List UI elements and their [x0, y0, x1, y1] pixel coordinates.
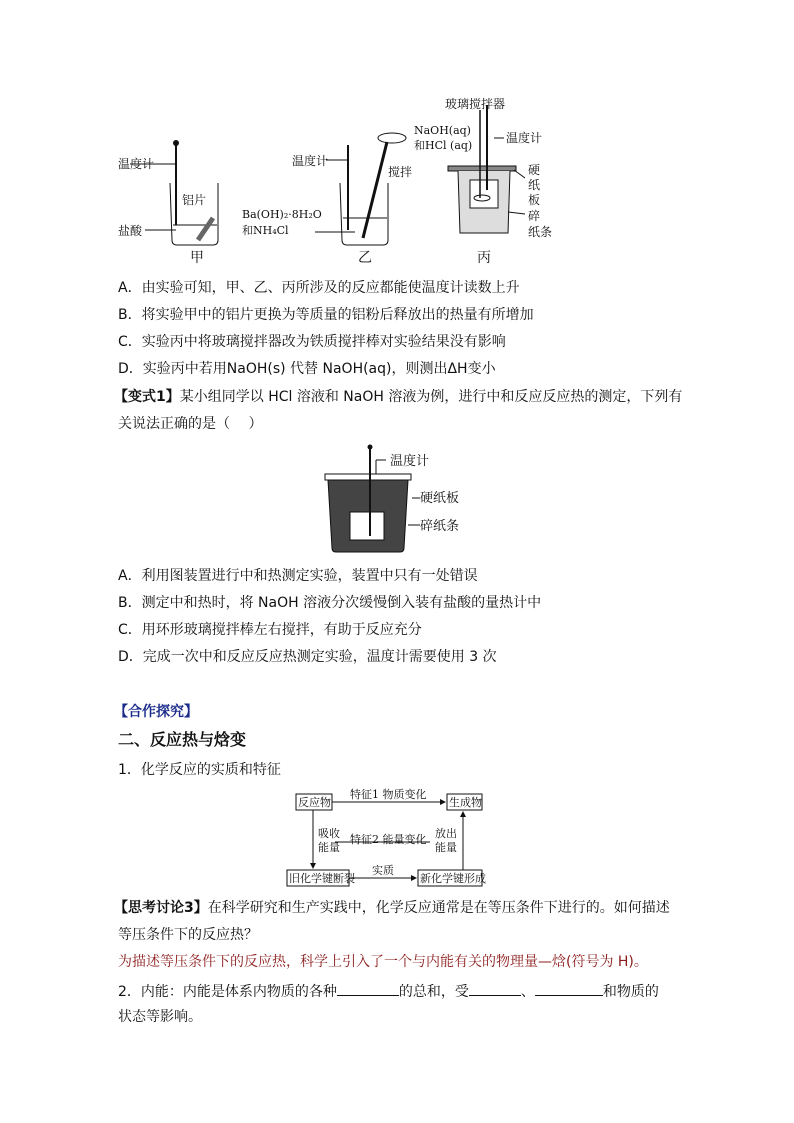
figure-label: 温度计	[506, 131, 543, 145]
figure-label: 碎纸条	[420, 519, 460, 534]
q1-option-c: C．实验丙中将玻璃搅拌器改为铁质搅拌棒对实验结果没有影响	[118, 334, 506, 350]
reaction-diagram	[280, 785, 520, 895]
figure-label: 新化学键形成	[420, 872, 486, 885]
figure-label: 反应物	[298, 796, 331, 809]
figure-label: Ba(OH)₂·8H₂O	[242, 208, 322, 221]
figure-label: 铝片	[182, 193, 207, 207]
section-tag: 【合作探究】	[114, 704, 198, 720]
figure-label: 温度计	[390, 454, 430, 469]
fill-blank-1[interactable]	[337, 981, 399, 996]
variant1-line2: 关说法正确的是（ ）	[118, 416, 263, 432]
figure-label: 板	[528, 193, 541, 207]
figure-label: 乙	[358, 250, 372, 266]
variant1-line1: 【变式1】某小组同学以 HCl 溶液和 NaOH 溶液为例，进行中和反应反应热的测定，下列有	[114, 389, 683, 405]
figure-label: 和HCl (aq)	[414, 139, 473, 152]
figure-label: 特征2 能量变化	[350, 833, 427, 846]
calorimeter-figure	[320, 440, 480, 560]
figure-label: 搅拌	[388, 165, 413, 179]
figure-label: 能量	[318, 841, 340, 854]
figure-label: 硬纸板	[420, 491, 460, 506]
figure-label: 纸条	[528, 225, 553, 239]
item-1-heading: 1．化学反应的实质和特征	[118, 762, 281, 778]
figure-label: 实质	[372, 864, 394, 877]
q2-option-d: D．完成一次中和反应反应热测定实验，温度计需要使用 3 次	[118, 649, 497, 665]
figure-label: 纸	[528, 178, 541, 192]
figure-label: 放出	[435, 827, 457, 840]
figure-label: 碎	[528, 209, 541, 223]
item-2-line2: 状态等影响。	[118, 1009, 202, 1025]
beaker-yi	[315, 133, 406, 245]
figure-label: 玻璃搅拌器	[445, 97, 506, 111]
section-title: 二、反应热与焓变	[118, 730, 247, 749]
figure-label: 能量	[435, 841, 457, 854]
figure-label: 甲	[190, 250, 204, 266]
fill-blank-3[interactable]	[535, 981, 603, 996]
figure-label: 盐酸	[118, 224, 143, 238]
q2-option-c: C．用环形玻璃搅拌棒左右搅拌，有助于反应充分	[118, 622, 422, 638]
fill-blank-2[interactable]	[469, 981, 521, 996]
q1-option-d: D．实验丙中若用NaOH(s) 代替 NaOH(aq)，则测出ΔH变小	[118, 361, 496, 377]
discussion-line1: 【思考讨论3】在科学研究和生产实践中，化学反应通常是在等压条件下进行的。如何描述	[114, 900, 670, 916]
figure-label: 吸收	[318, 827, 340, 840]
q1-option-a: A．由实验可知，甲、乙、丙所涉及的反应都能使温度计读数上升	[118, 280, 520, 296]
experiment-figure-1	[110, 90, 580, 270]
figure-label: 旧化学键断裂	[289, 872, 355, 885]
figure-label: NaOH(aq)	[414, 124, 471, 137]
item-2-line1: 2．内能：内能是体系内物质的各种 的总和，受 、 和物质的	[118, 981, 659, 1001]
label: 温度计	[118, 157, 155, 171]
discussion-answer: 为描述等压条件下的反应热，科学上引入了一个与内能有关的物理量—焓(符号为 H)。	[118, 954, 648, 970]
figure-label: 温度计	[292, 154, 329, 168]
figure-label: 硬	[528, 163, 541, 177]
discussion-line2: 等压条件下的反应热？	[118, 927, 258, 943]
figure-label: 丙	[477, 250, 491, 266]
figure-label: 特征1 物质变化	[350, 788, 427, 801]
q2-option-a: A．利用图装置进行中和热测定实验，装置中只有一处错误	[118, 568, 478, 584]
figure-label: 生成物	[449, 796, 482, 809]
q1-option-b: B．将实验甲中的铝片更换为等质量的铝粉后释放出的热量有所增加	[118, 307, 534, 323]
figure-label: 和NH₄Cl	[242, 224, 289, 237]
q2-option-b: B．测定中和热时，将 NaOH 溶液分次缓慢倒入装有盐酸的量热计中	[118, 595, 542, 611]
